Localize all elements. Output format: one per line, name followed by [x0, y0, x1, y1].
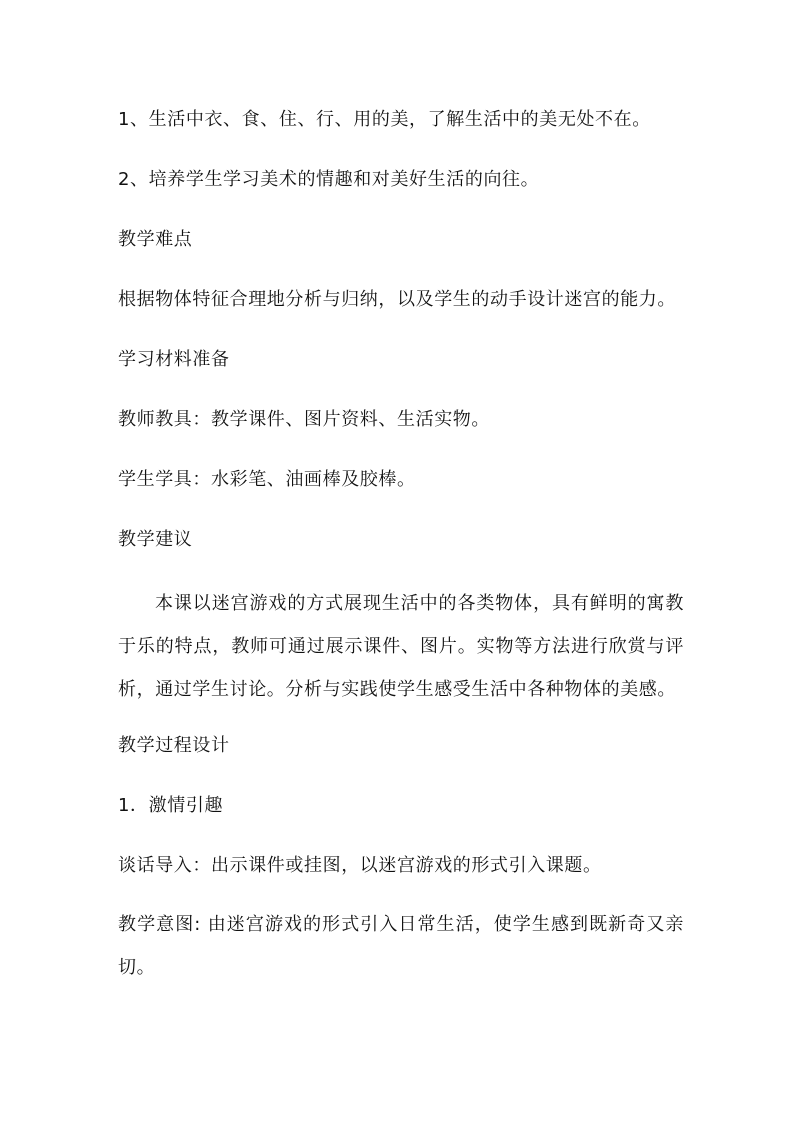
intro-text: 谈话导入：出示课件或挂图，以迷宫游戏的形式引入课题。 [118, 855, 602, 876]
goal-item-1: 1、生活中衣、食、住、行、用的美，了解生活中的美无处不在。 [118, 109, 651, 130]
difficulty-text: 根据物体特征合理地分析与归纳，以及学生的动手设计迷宫的能力。 [118, 289, 676, 310]
process-heading: 教学过程设计 [118, 735, 230, 756]
intent-paragraph: 教学意图: 由迷宫游戏的形式引入日常生活，使学生感到既新奇又亲切。 [118, 914, 684, 978]
teacher-tools-text: 教师教具：教学课件、图片资料、生活实物。 [118, 409, 490, 430]
step-1-heading: 1．激情引趣 [118, 795, 224, 816]
student-tools-text: 学生学具：水彩笔、油画棒及胶棒。 [118, 469, 416, 490]
suggestion-heading: 教学建议 [118, 529, 193, 550]
suggestion-paragraph: 本课以迷宫游戏的方式展现生活中的各类物体，具有鲜明的寓教于乐的特点，教师可通过展示课件、图片。实物等方法进行欣赏与评析，通过学生讨论。分析与实践使学生感受生活中各种物体的美感。 [118, 593, 684, 700]
materials-heading: 学习材料准备 [118, 349, 230, 370]
goal-item-2: 2、培养学生学习美术的情趣和对美好生活的向往。 [118, 169, 540, 190]
difficulty-heading: 教学难点 [118, 229, 193, 250]
